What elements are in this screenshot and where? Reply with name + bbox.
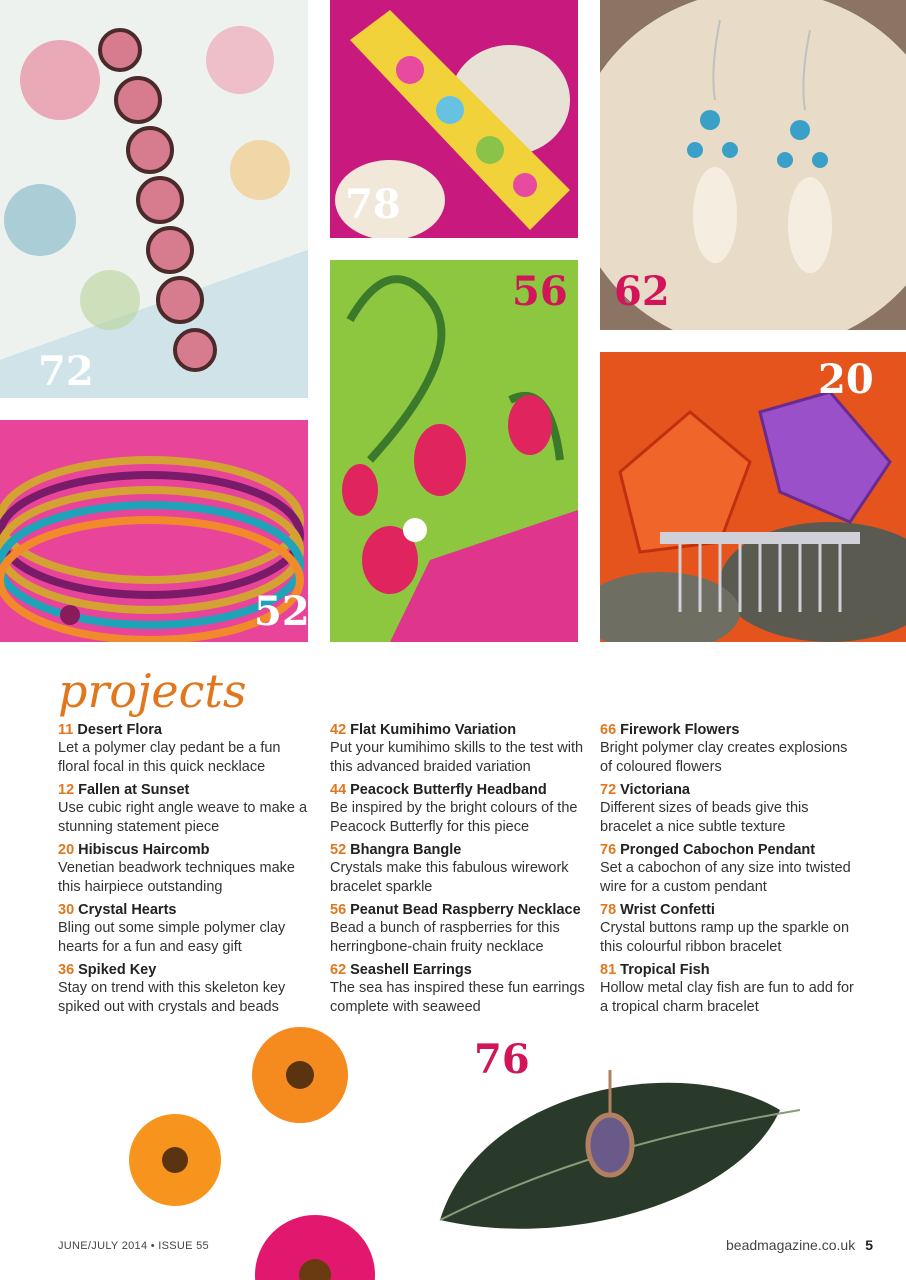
project-page-number: 42 [330,722,347,738]
project-title: Fallen at Sunset [78,782,190,798]
photo-number-56: 56 [512,268,568,315]
project-description: Let a polymer clay pedant be a fun floral focal in this quick necklace [58,740,281,775]
project-description: Venetian beadwork techniques make this hairpiece outstanding [58,860,295,895]
project-entry[interactable] [58,782,313,837]
project-entry[interactable] [330,722,585,777]
issue-info: JUNE/JULY 2014 • ISSUE 55 [58,1240,209,1252]
photo-number-20: 20 [818,356,874,403]
photo-number-62: 62 [614,268,670,315]
project-description: Bling out some simple polymer clay hearts for a fun and easy gift [58,920,286,955]
project-description: Crystals make this fabulous wirework bracelet sparkle [330,860,569,895]
page-number: 5 [865,1237,873,1253]
project-description: Hollow metal clay fish are fun to add for a tropical charm bracelet [600,980,854,1015]
projects-column-2 [330,722,585,1022]
project-entry[interactable] [330,902,585,957]
project-entry[interactable] [330,842,585,897]
project-page-number: 56 [330,902,347,918]
project-title: Peanut Bead Raspberry Necklace [350,902,581,918]
project-entry[interactable] [58,842,313,897]
projects-column-1 [58,722,313,1022]
footer-right [726,1237,873,1253]
project-title: Seashell Earrings [350,962,472,978]
project-title: Spiked Key [78,962,157,978]
photo-raspberry-necklace-56 [330,260,578,642]
project-entry[interactable] [330,782,585,837]
project-entry[interactable] [58,902,313,957]
project-description: Different sizes of beads give this bracelet a nice subtle texture [600,800,809,835]
project-title: Wrist Confetti [620,902,715,918]
project-page-number: 62 [330,962,347,978]
project-entry[interactable] [600,902,855,957]
photo-bracelet-72 [0,0,308,398]
project-description: Bead a bunch of raspberries for this herringbone-chain fruity necklace [330,920,560,955]
project-description: Be inspired by the bright colours of the Peacock Butterfly for this piece [330,800,578,835]
photo-number-72: 72 [38,348,94,395]
project-page-number: 36 [58,962,75,978]
project-entry[interactable] [58,962,313,1017]
project-title: Hibiscus Haircomb [78,842,210,858]
project-page-number: 78 [600,902,617,918]
project-page-number: 44 [330,782,347,798]
pink-flower [255,1215,375,1280]
project-page-number: 72 [600,782,617,798]
website-link[interactable]: beadmagazine.co.uk [726,1237,856,1253]
project-page-number: 76 [600,842,617,858]
project-entry[interactable] [600,722,855,777]
projects-column-3 [600,722,855,1022]
project-page-number: 12 [58,782,75,798]
project-description: Put your kumihimo skills to the test with this advanced braided variation [330,740,584,775]
project-description: Crystal buttons ramp up the sparkle on this colourful ribbon bracelet [600,920,850,955]
project-entry[interactable] [330,962,585,1017]
photo-number-52: 52 [254,588,310,635]
orange-flower-2 [129,1114,221,1206]
project-title: Bhangra Bangle [350,842,462,858]
project-description: Set a cabochon of any size into twisted wire for a custom pendant [600,860,851,895]
project-page-number: 66 [600,722,617,738]
project-entry[interactable] [600,842,855,897]
photo-number-76: 76 [474,1036,530,1083]
project-description: Use cubic right angle weave to make a stunning statement piece [58,800,308,835]
project-page-number: 30 [58,902,75,918]
project-title: Desert Flora [77,722,162,738]
project-entry[interactable] [600,782,855,837]
project-title: Firework Flowers [620,722,740,738]
project-page-number: 11 [58,722,74,738]
project-title: Tropical Fish [620,962,710,978]
project-page-number: 20 [58,842,75,858]
project-title: Peacock Butterfly Headband [350,782,547,798]
photo-number-78: 78 [345,181,401,228]
project-title: Pronged Cabochon Pendant [620,842,816,858]
project-description: Bright polymer clay creates explosions of coloured flowers [600,740,848,775]
section-heading: projects [58,664,247,718]
orange-flower-1 [252,1027,348,1123]
project-description: Stay on trend with this skeleton key spiked out with crystals and beads [58,980,286,1015]
project-title: Victoriana [620,782,690,798]
project-title: Crystal Hearts [78,902,177,918]
project-description: The sea has inspired these fun earrings complete with seaweed [330,980,585,1015]
project-page-number: 81 [600,962,617,978]
project-entry[interactable] [58,722,313,777]
project-page-number: 52 [330,842,347,858]
project-title: Flat Kumihimo Variation [350,722,517,738]
project-entry[interactable] [600,962,855,1017]
